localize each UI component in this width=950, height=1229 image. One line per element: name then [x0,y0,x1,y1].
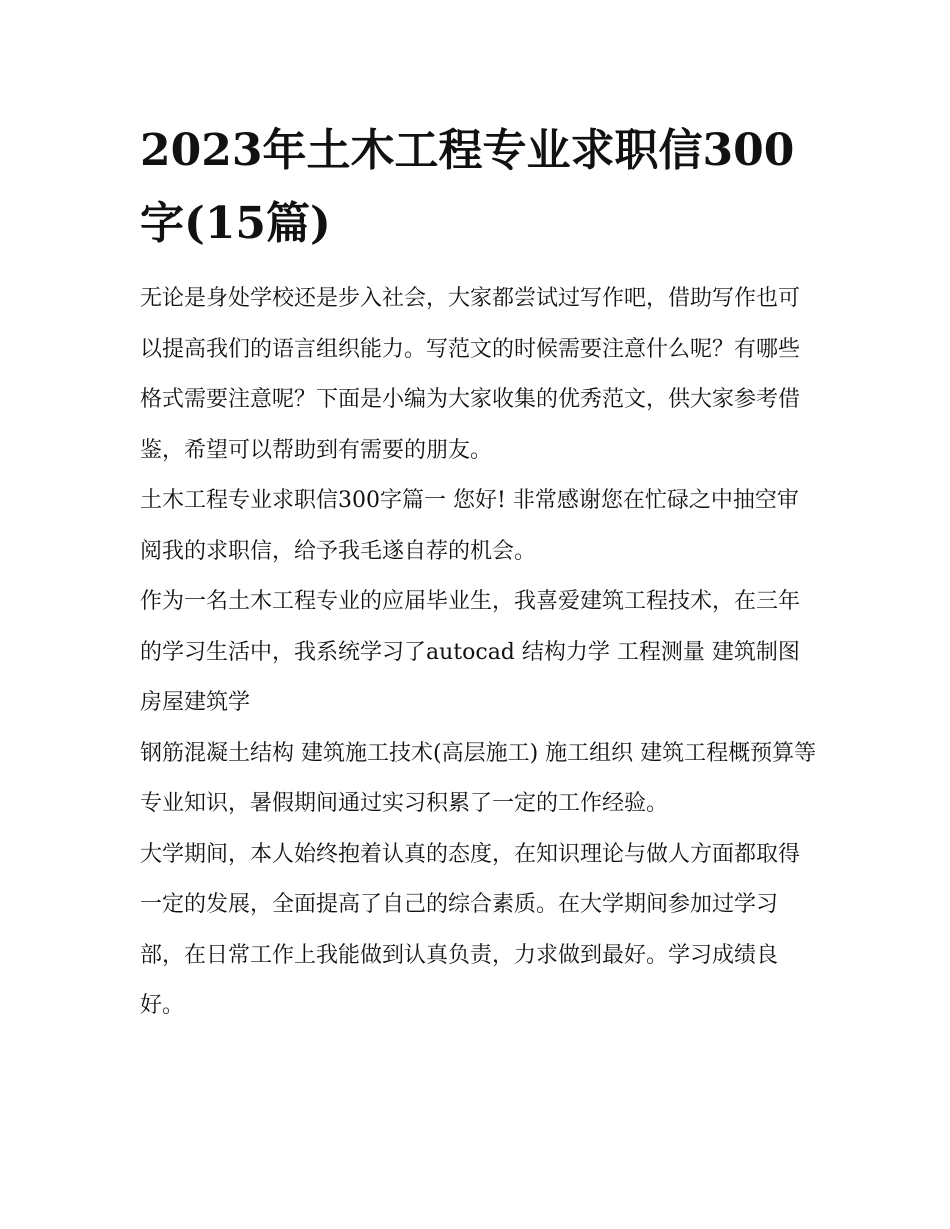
paragraph-courses-continued: 钢筋混凝土结构 建筑施工技术(高层施工) 施工组织 建筑工程概预算等专业知识，暑假期间通过实习积累了一定的工作经验。 [140,740,817,816]
document-page [140,114,820,1032]
paragraph-university: 大学期间，本人始终抱着认真的态度，在知识理论与做人方面都取得一定的发展，全面提高了自己的综合素质。在大学期间参加过学习部，在日常工作上我能做到认真负责，力求做到最好。学习成绩良好。 [140,841,801,1018]
paragraph-courses: 作为一名土木工程专业的应届毕业生，我喜爱建筑工程技术，在三年的学习生活中，我系统学习了autocad 结构力学 工程测量 建筑制图 房屋建筑学 [140,589,801,715]
paragraph-intro: 无论是身处学校还是步入社会，大家都尝试过写作吧，借助写作也可以提高我们的语言组织能力。写范文的时候需要注意什么呢？有哪些格式需要注意呢？下面是小编为大家收集的优秀范文，供大家参考借鉴，希望可以帮助到有需要的朋友。 [140,286,801,463]
document-title: 2023年土木工程专业求职信300字(15篇) [140,125,795,249]
paragraph-greeting: 土木工程专业求职信300字篇一 您好! 非常感谢您在忙碌之中抽空审阅我的求职信，给予我毛遂自荐的机会。 [140,488,799,564]
